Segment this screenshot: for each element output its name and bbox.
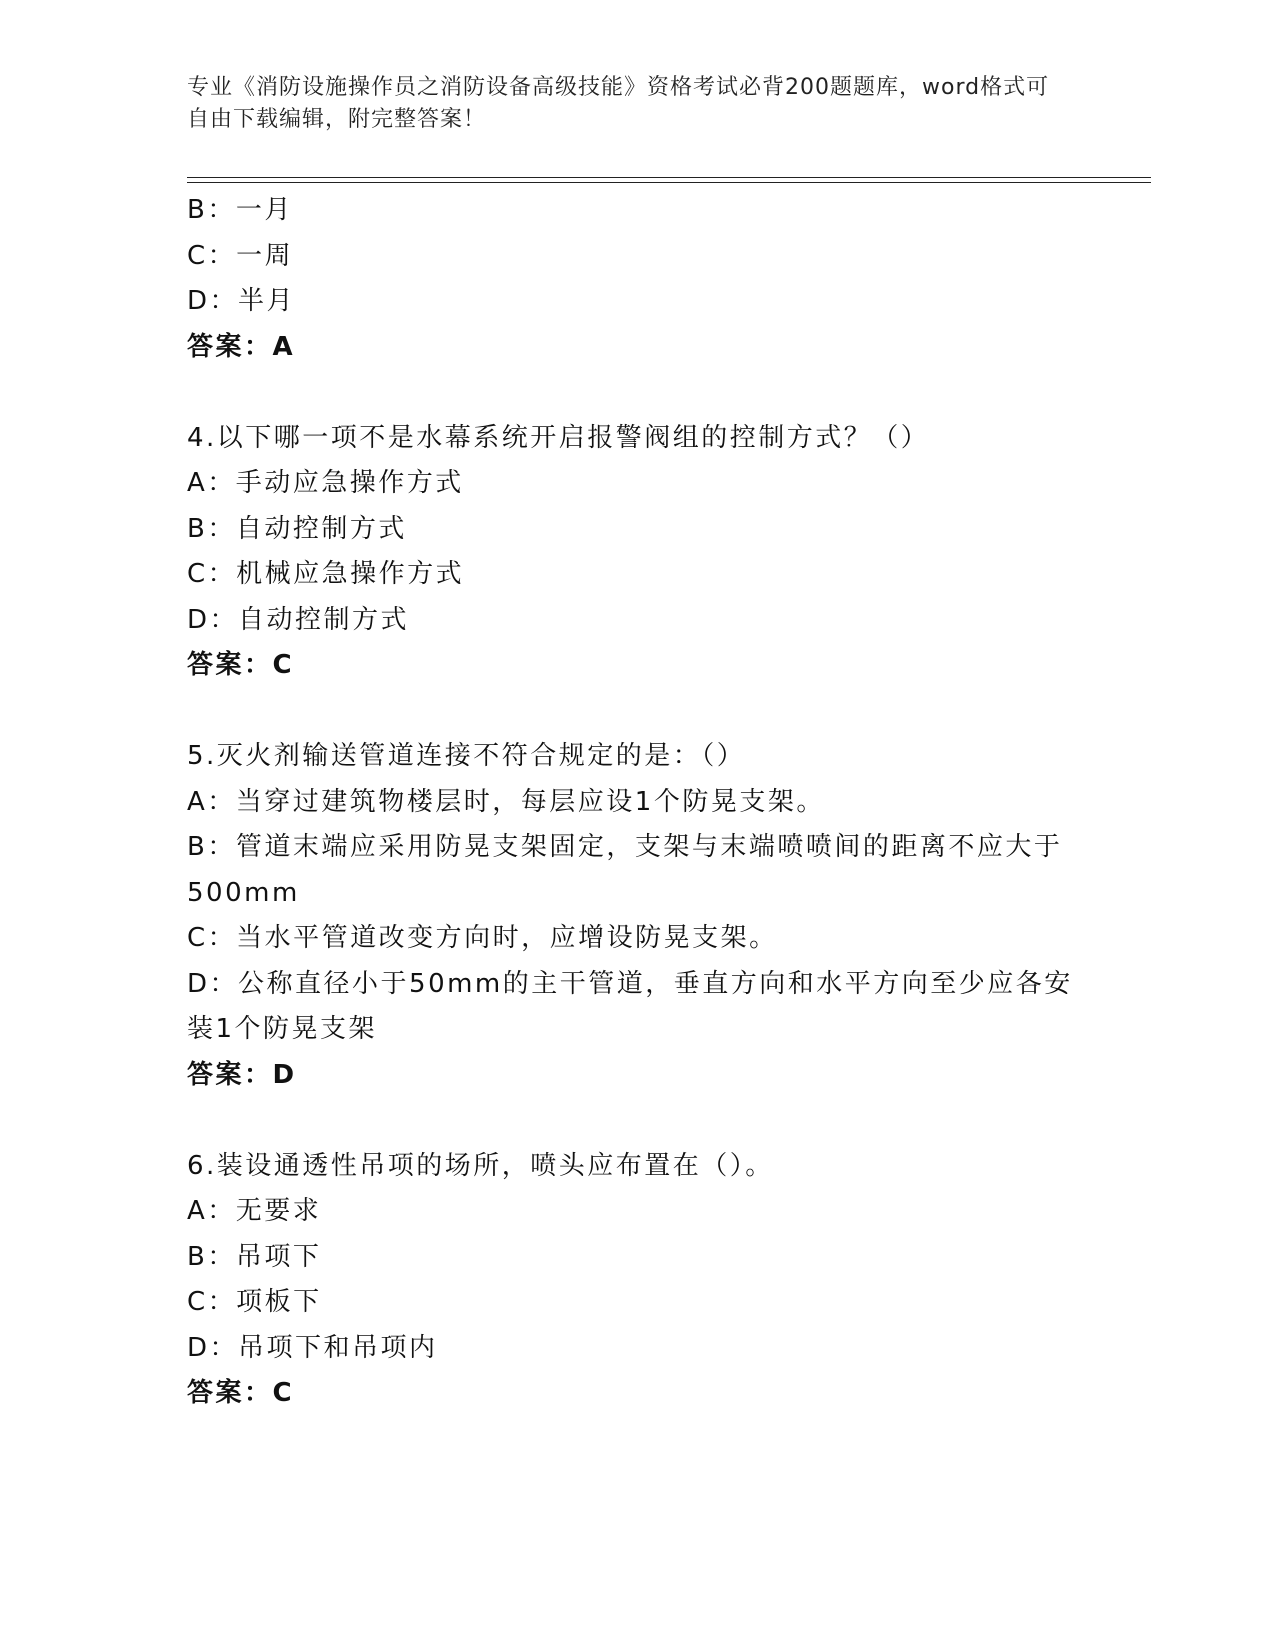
spacer	[187, 1098, 1087, 1144]
option-c: C：一周	[187, 240, 294, 271]
answer-line: 答案：D	[187, 1059, 297, 1090]
header-title: 专业《消防设施操作员之消防设备高级技能》资格考试必背200题题库，word格式可自由下载编辑，附完整答案！	[187, 75, 1050, 132]
option-d: D：公称直径小于50mm的主干管道，垂直方向和水平方向至少应各安装1个防晃支架	[187, 968, 1073, 1044]
option-c: C：项板下	[187, 1287, 322, 1317]
document-body	[187, 188, 1087, 1417]
option-c: C：机械应急操作方式	[187, 559, 465, 589]
question-block-5	[187, 734, 1087, 1098]
question-block-4	[187, 416, 1087, 689]
option-d: D：自动控制方式	[187, 604, 410, 635]
question-block-6	[187, 1144, 1087, 1417]
option-d: D：半月	[187, 286, 296, 316]
option-a: A：手动应急操作方式	[187, 468, 464, 498]
option-b: B：自动控制方式	[187, 513, 407, 544]
option-c: C：当水平管道改变方向时，应增设防晃支架。	[187, 923, 778, 953]
question-stem: 5.灭火剂输送管道连接不符合规定的是：（）	[187, 741, 746, 771]
option-b: B：吊项下	[187, 1241, 322, 1272]
option-a: A：当穿过建筑物楼层时，每层应设1个防晃支架。	[187, 786, 825, 817]
option-a: A：无要求	[187, 1196, 322, 1226]
spacer	[187, 689, 1087, 735]
document-header	[187, 72, 1067, 136]
spacer	[187, 370, 1087, 416]
answer-line: 答案：C	[187, 1378, 295, 1408]
header-rule-bottom	[187, 182, 1151, 183]
option-d: D：吊项下和吊项内	[187, 1332, 438, 1363]
answer-line: 答案：C	[187, 650, 295, 680]
option-b: B：一月	[187, 195, 293, 225]
question-stem: 4.以下哪一项不是水幕系统开启报警阀组的控制方式？（）	[187, 422, 930, 453]
answer-line: 答案：A	[187, 331, 296, 362]
option-b: B：管道末端应采用防晃支架固定，支架与末端喷喷间的距离不应大于500mm	[187, 832, 1063, 908]
question-block-3	[187, 188, 1087, 370]
question-stem: 6.装设通透性吊项的场所，喷头应布置在（）。	[187, 1150, 774, 1181]
header-rule-top	[187, 177, 1151, 178]
